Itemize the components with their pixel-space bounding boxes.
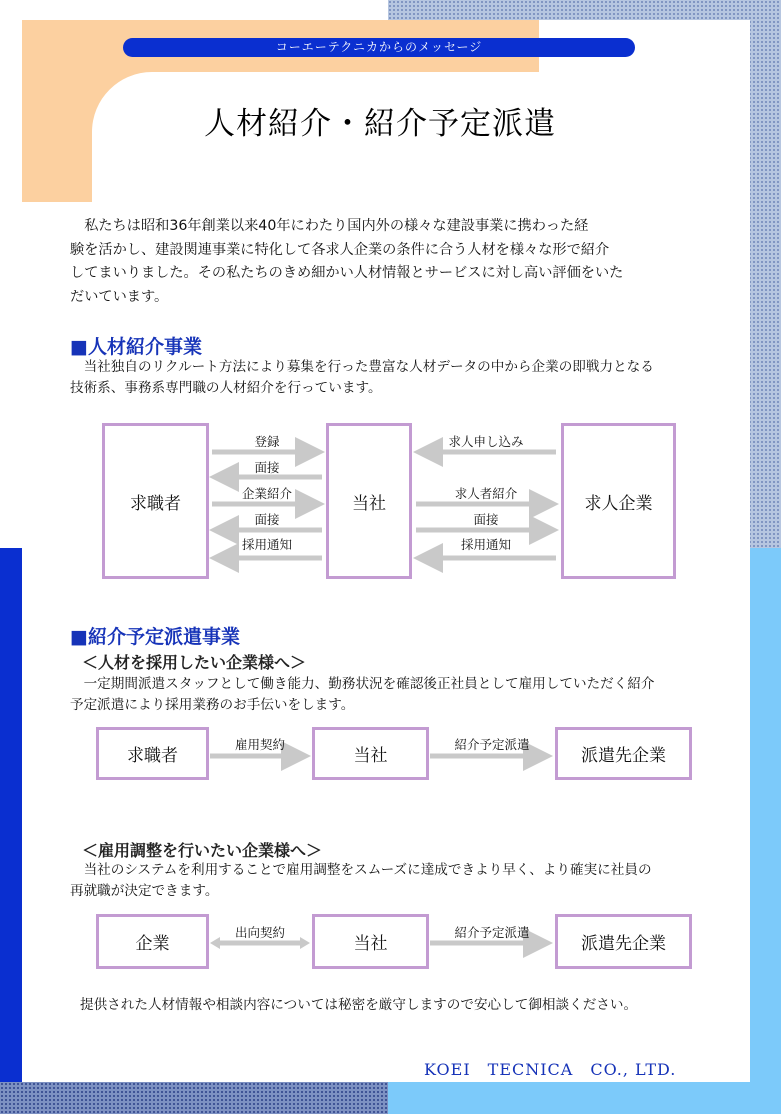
label-interview: 面接: [254, 512, 280, 527]
company-name: KOEI TECNICA CO., LTD.: [424, 1060, 677, 1079]
text-line: 予定派遣により採用業務のお手伝いをします。: [70, 697, 355, 713]
diagram-box-hiring-company: 求人企業: [561, 423, 676, 579]
page-title: 人材紹介・紹介予定派遣: [204, 106, 556, 142]
message-banner: コーエーテクニカからのメッセージ: [123, 38, 635, 57]
intro-line: だいています。: [70, 288, 169, 305]
label-candidate-intro: 求人者紹介: [454, 486, 518, 501]
flow-box-dispatch-company: 派遣先企業: [555, 727, 692, 780]
label-employment-contract: 雇用契約: [234, 737, 285, 752]
subheading-recruit: ＜人材を採用したい企業様へ＞: [82, 653, 307, 672]
label-company-intro: 企業紹介: [241, 486, 292, 501]
section-heading-jinzai: ■人材紹介事業: [70, 336, 202, 358]
intro-line: 験を活かし、建設関連事業に特化して各求人企業の条件に合う人材を様々な形で紹介: [70, 241, 610, 258]
intro-line: 私たちは昭和36年創業以来40年にわたり国内外の様々な建設事業に携わった経: [70, 218, 589, 234]
diagram-box-jobseeker: 求職者: [102, 423, 209, 579]
label-temp-to-perm: 紹介予定派遣: [454, 925, 530, 940]
closing-note: 提供された人材情報や相談内容については秘密を厳守しますので安心して御相談ください。: [80, 997, 638, 1013]
text-line: 再就職が決定できます。: [70, 883, 219, 899]
subsection-text-adjustment: [70, 860, 720, 902]
text-line: 技術系、事務系専門職の人材紹介を行っています。: [70, 380, 382, 396]
label-registration: 登録: [254, 434, 280, 449]
flow-box-enterprise: 企業: [96, 914, 209, 969]
section-heading-haken: ■紹介予定派遣事業: [70, 626, 240, 648]
flow-box-dispatch-company: 派遣先企業: [555, 914, 692, 969]
diagram-box-company-self: 当社: [326, 423, 412, 579]
flow-box-company-self: 当社: [312, 727, 429, 780]
label-hiring-notice: 採用通知: [241, 537, 292, 552]
label-temp-to-perm: 紹介予定派遣: [454, 737, 530, 752]
flow-box-company-self: 当社: [312, 914, 429, 969]
label-secondment-contract: 出向契約: [234, 925, 285, 940]
text-line: 当社独自のリクルート方法により募集を行った豊富な人材データの中から企業の即戦力となる: [70, 359, 654, 375]
subsection-text-recruit: [70, 674, 720, 716]
label-job-application: 求人申し込み: [448, 434, 524, 449]
intro-line: してまいりました。その私たちのきめ細かい人材情報とサービスに対し高い評価をいた: [70, 265, 624, 281]
label-interview: 面接: [254, 460, 280, 475]
text-line: 当社のシステムを利用することで雇用調整をスムーズに達成できより早く、より確実に社員の: [70, 862, 652, 878]
text-line: 一定期間派遣スタッフとして働き能力、勤務状況を確認後正社員として雇用していただく紹介: [70, 676, 655, 692]
label-hiring-notice: 採用通知: [460, 537, 511, 552]
subheading-adjustment: ＜雇用調整を行いたい企業様へ＞: [82, 841, 323, 860]
flow-box-jobseeker: 求職者: [96, 727, 209, 780]
label-interview: 面接: [473, 512, 499, 527]
